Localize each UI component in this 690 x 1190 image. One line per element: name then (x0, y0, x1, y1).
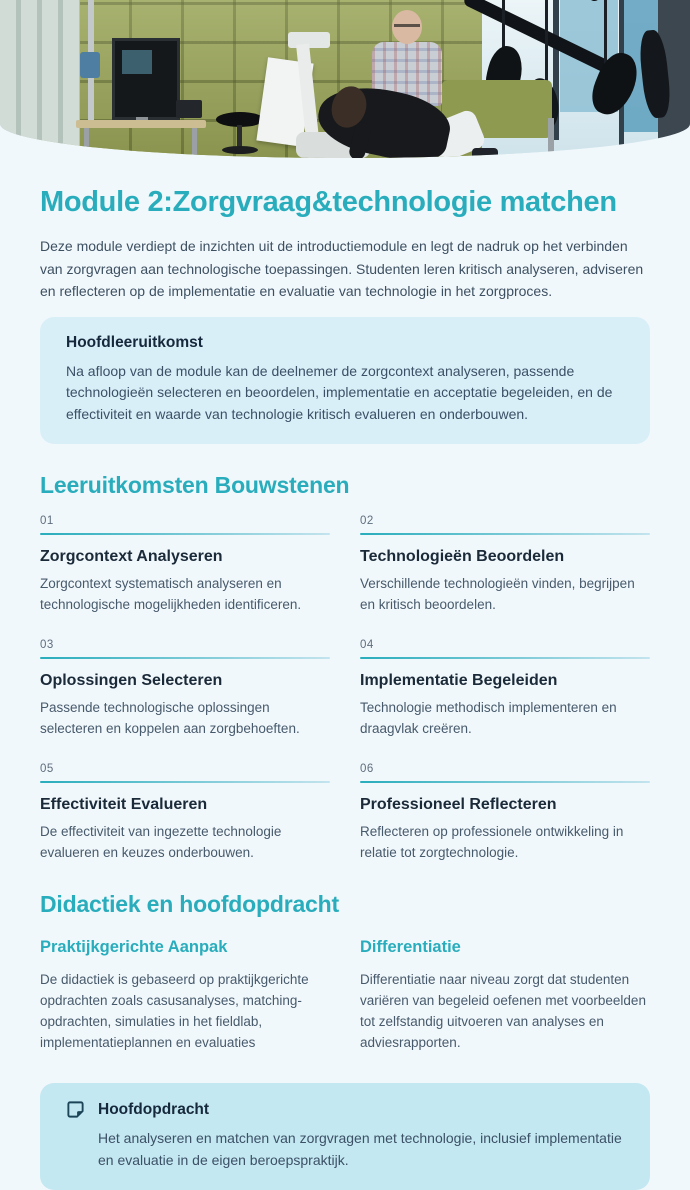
desk-leg (84, 128, 89, 156)
item-body: Zorgcontext systematisch analyseren en technologische mogelijkheden identificeren. (40, 576, 302, 612)
hero-photo (0, 0, 690, 158)
leeruitkomst-item (360, 639, 650, 739)
item-title: Zorgcontext Analyseren (40, 548, 223, 565)
leeruitkomst-item (360, 763, 650, 863)
hoofdleeruitkomst-body: Na afloop van de module kan de deelnemer de zorgcontext analyseren, passende technologieën selecteren en beoordelen, implementatie en acceptatie begeleiden, en de effectiviteit en waarde van technologie kritisch evalueren en onderbouwen. (66, 362, 613, 422)
item-divider (360, 781, 650, 783)
page-content (0, 185, 690, 1190)
item-body: Technologie methodisch implementeren en draagvlak creëren. (360, 700, 617, 736)
didactiek-column (40, 938, 330, 1053)
glasses (394, 24, 420, 27)
item-number: 01 (40, 515, 54, 527)
item-body: De effectiviteit van ingezette technologie evalueren en keuzes onderbouwen. (40, 824, 282, 860)
stool-base (222, 146, 258, 154)
therapist-head (392, 10, 422, 44)
desk-leg (192, 128, 197, 156)
desk-device (176, 100, 202, 118)
didactiek-columns (40, 938, 650, 1053)
section-heading-leeruitkomsten: Leeruitkomsten Bouwstenen (40, 472, 350, 498)
bench-leg (548, 118, 554, 154)
item-body: Reflecteren op professionele ontwikkeling in relatie tot zorgtechnologie. (360, 824, 624, 860)
item-number: 04 (360, 639, 374, 651)
item-divider (40, 533, 330, 535)
item-title: Professioneel Reflecteren (360, 796, 557, 813)
patient-shoe (472, 148, 498, 158)
glass-wall (0, 0, 86, 158)
item-body: Passende technologische oplossingen selecteren en koppelen aan zorgbehoeften. (40, 700, 300, 736)
monitor-screen (122, 50, 152, 74)
column-title: Praktijkgerichte Aanpak (40, 938, 228, 956)
leeruitkomst-item (40, 515, 330, 615)
intro-paragraph: Deze module verdiept de inzichten uit de introductiemodule en legt de nadruk op het verbinden van zorgvragen aan technologische toepassingen. Studenten leren kritisch analyseren, adviseren en reflecteren op de implementatie en evaluatie van technologie in het zorgproces. (40, 238, 644, 299)
column-body: Differentiatie naar niveau zorgt dat studenten variëren van begeleid oefenen met voorbeelden tot zelfstandig uitvoeren van analyses en adviesrapporten. (360, 972, 646, 1050)
item-divider (40, 657, 330, 659)
desk (76, 120, 206, 128)
item-title: Effectiviteit Evalueren (40, 796, 208, 813)
sticky-note-icon (66, 1100, 85, 1119)
item-number: 03 (40, 639, 54, 651)
column-title: Differentiatie (360, 938, 461, 956)
didactiek-column (360, 938, 650, 1053)
hoofdopdracht-title: Hoofdopdracht (98, 1100, 210, 1118)
item-number: 05 (40, 763, 54, 775)
item-number: 06 (360, 763, 374, 775)
item-number: 02 (360, 515, 374, 527)
leeruitkomst-item (40, 763, 330, 863)
pole-bracket (80, 52, 100, 78)
stool-pole (237, 125, 242, 147)
item-title: Oplossingen Selecteren (40, 672, 223, 689)
item-title: Technologieën Beoordelen (360, 548, 565, 565)
item-divider (360, 533, 650, 535)
item-divider (360, 657, 650, 659)
leeruitkomsten-grid (40, 515, 650, 863)
hoofdopdracht-header (66, 1100, 624, 1119)
item-body: Verschillende technologieën vinden, begrijpen en kritisch beoordelen. (360, 576, 635, 612)
leeruitkomst-item (360, 515, 650, 615)
hoofdleeruitkomst-card (40, 317, 650, 445)
leeruitkomst-item (40, 639, 330, 739)
hoofdleeruitkomst-title: Hoofdleeruitkomst (66, 333, 203, 351)
column-body: De didactiek is gebaseerd op praktijkgerichte opdrachten zoals casusanalyses, matching-opdrachten, simulaties in het fieldlab, implementatieplannen en evaluaties (40, 972, 309, 1050)
section-heading-didactiek: Didactiek en hoofdopdracht (40, 891, 339, 917)
page-title: Module 2:Zorgvraag&technologie matchen (40, 186, 617, 218)
hoofdopdracht-body: Het analyseren en matchen van zorgvragen met technologie, inclusief implementatie en evaluatie in de eigen beroepspraktijk. (98, 1130, 622, 1168)
item-title: Implementatie Begeleiden (360, 672, 558, 689)
item-divider (40, 781, 330, 783)
hoofdopdracht-card (40, 1083, 650, 1190)
